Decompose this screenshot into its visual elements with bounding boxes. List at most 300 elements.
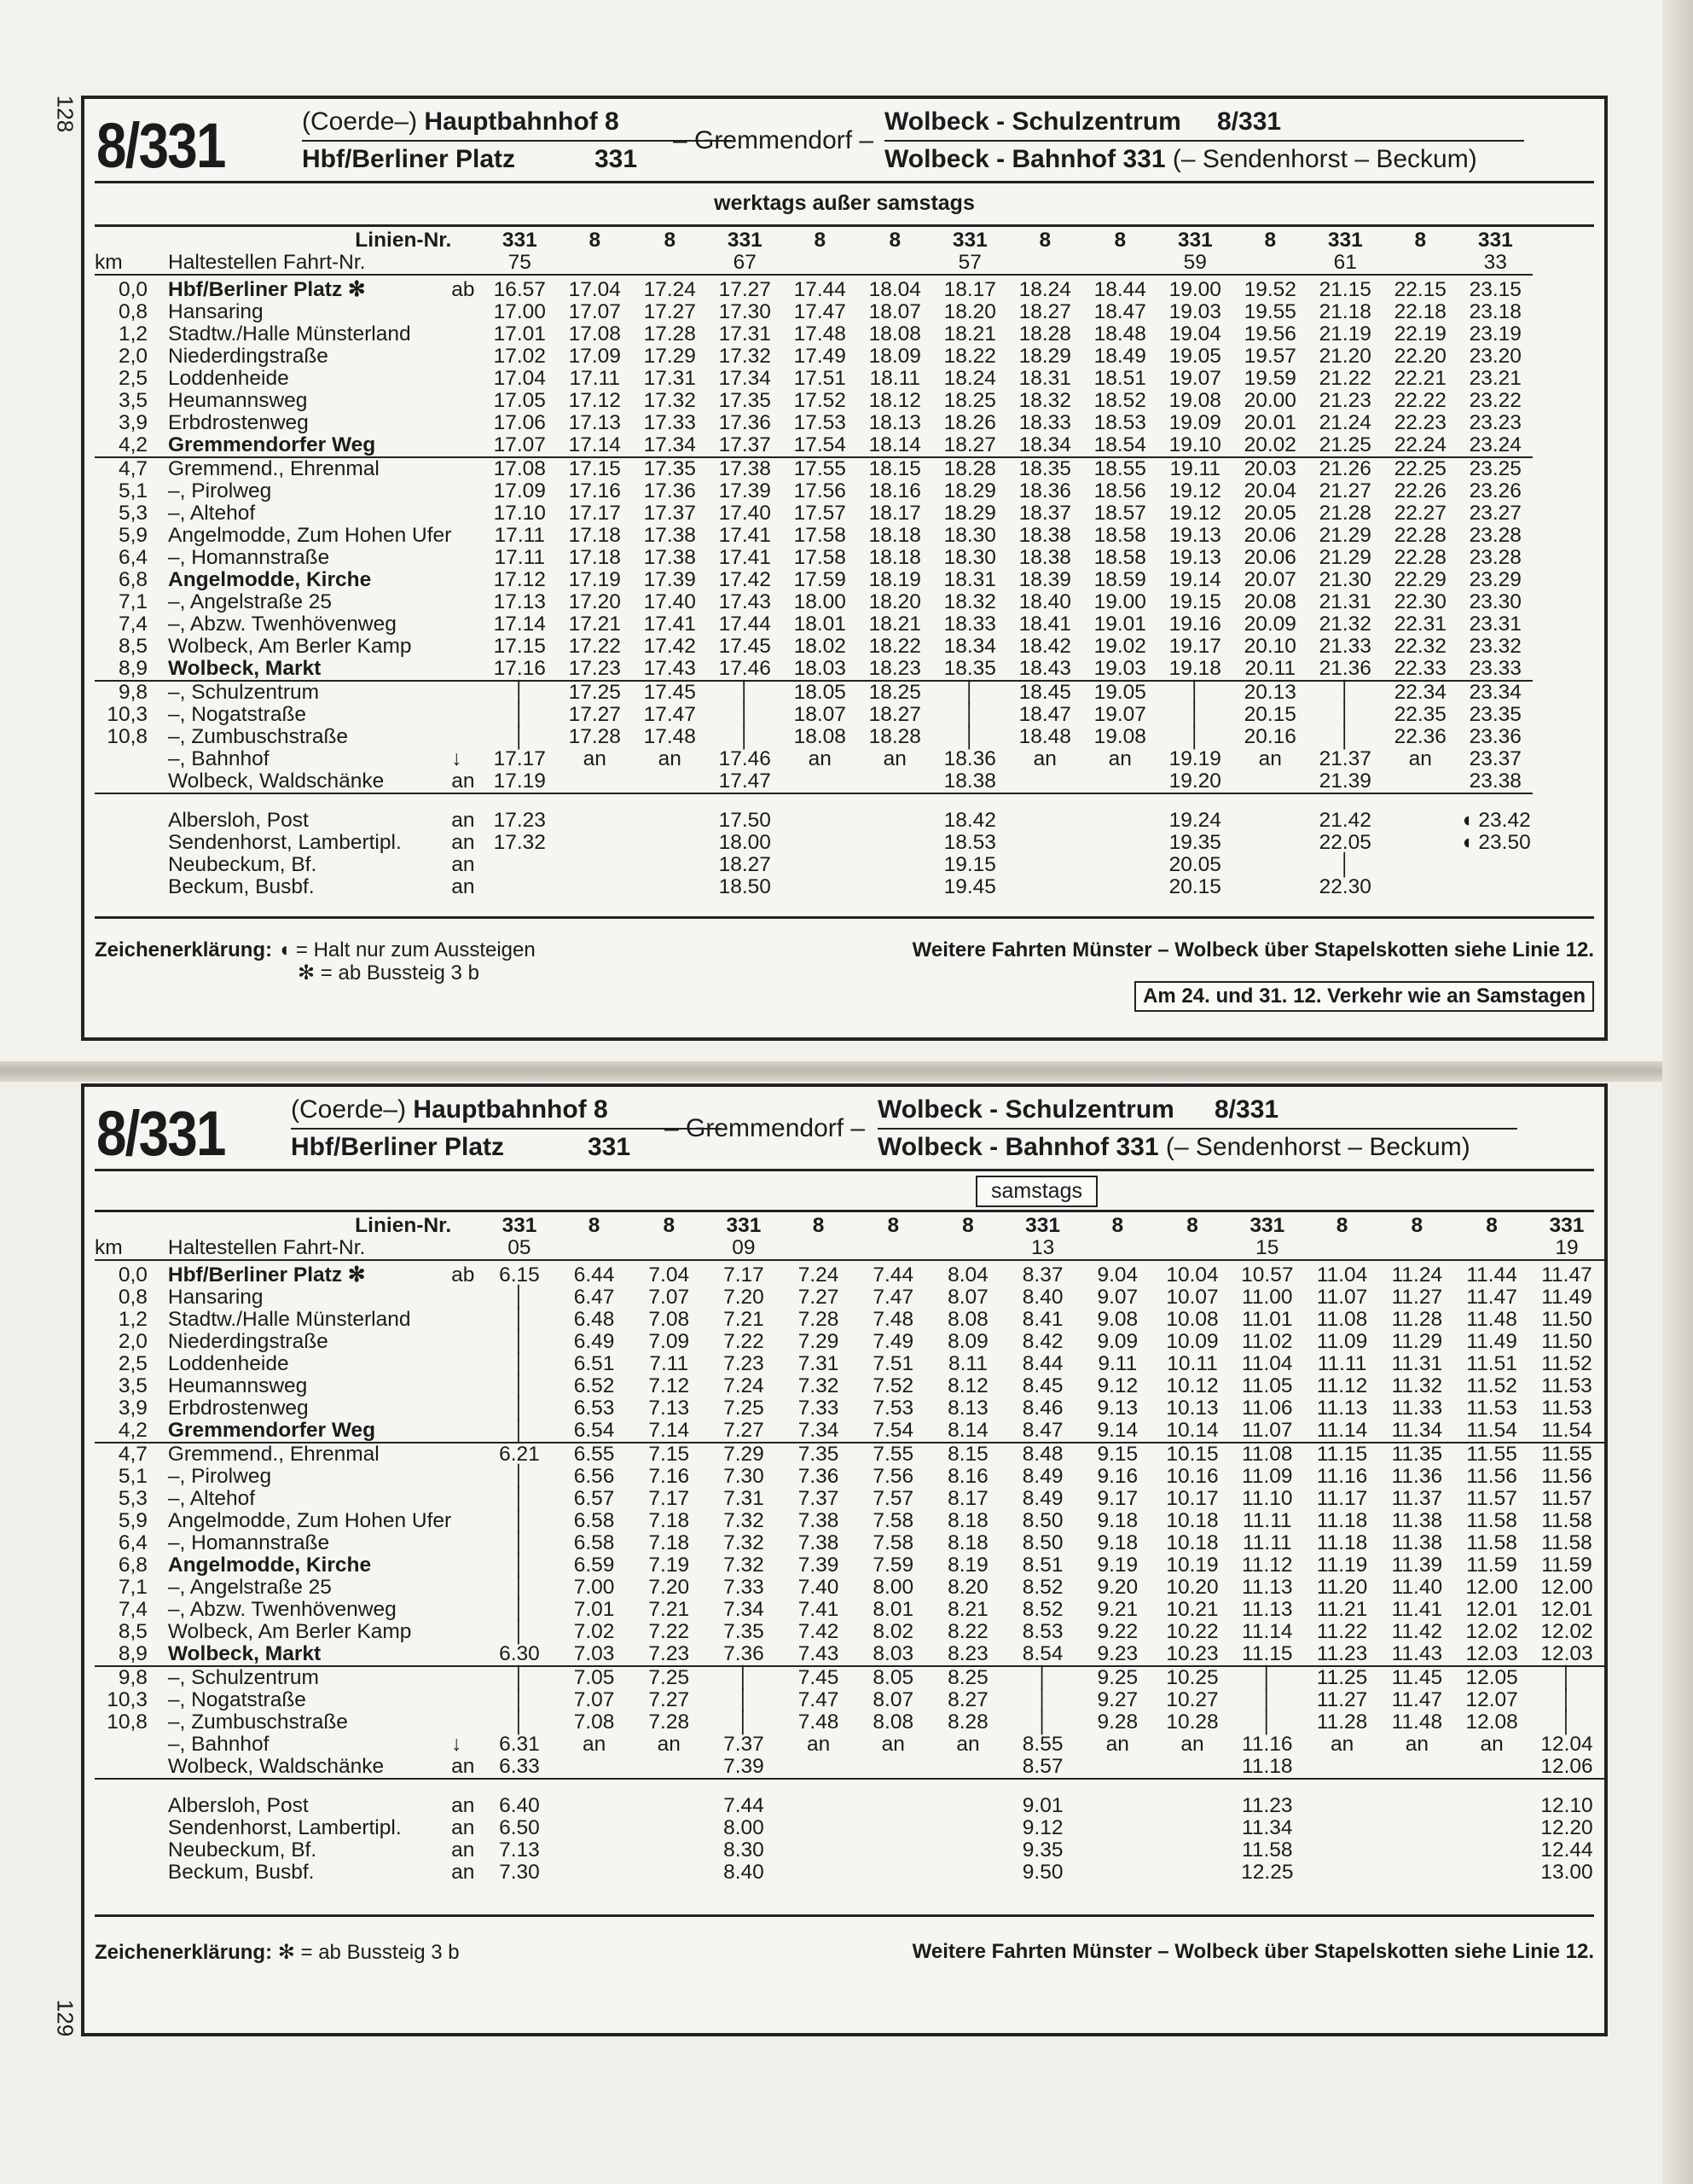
time-cell: 17.02 xyxy=(493,345,546,368)
stop-name: Angelmodde, Kirche xyxy=(167,1554,372,1577)
time-cell: 7.32 xyxy=(723,1531,764,1554)
time-cell xyxy=(1458,854,1533,876)
time-cell: 19.08 xyxy=(1168,389,1221,412)
time-cell: an xyxy=(1408,747,1432,770)
time-cell: 18.39 xyxy=(1018,568,1071,591)
time-cell: 11.52 xyxy=(1466,1374,1517,1397)
line-number-cell: 331 xyxy=(1177,229,1213,252)
time-cell: 19.55 xyxy=(1244,300,1296,323)
trip-number-cell: 59 xyxy=(1183,251,1207,274)
time-cell: 18.18 xyxy=(868,546,921,569)
time-cell: │ xyxy=(513,1688,526,1711)
time-cell: 19.57 xyxy=(1244,345,1296,368)
arr-dep-flag xyxy=(451,704,482,726)
arr-dep-flag: an xyxy=(451,809,475,832)
time-cell: 17.28 xyxy=(568,725,621,748)
time-cell: 17.36 xyxy=(718,411,771,434)
time-cell: 8.51 xyxy=(1022,1554,1064,1577)
time-cell: 6.48 xyxy=(573,1308,615,1331)
km-cell: 10,8 xyxy=(107,725,148,748)
time-cell: 10.20 xyxy=(1166,1576,1219,1599)
stop-name: –, Zumbuschstraße xyxy=(168,725,349,748)
arr-dep-flag xyxy=(451,480,482,502)
time-cell xyxy=(781,1839,856,1862)
timetable-row xyxy=(95,1510,1604,1532)
time-cell: 23.29 xyxy=(1469,568,1522,591)
arr-dep-flag: an xyxy=(451,1861,475,1884)
time-cell: 11.16 xyxy=(1316,1465,1368,1488)
time-cell: 7.09 xyxy=(648,1330,690,1353)
time-cell: 21.32 xyxy=(1319,613,1371,636)
time-cell: 19.11 xyxy=(1169,457,1221,480)
time-cell: 21.15 xyxy=(1319,278,1371,301)
time-cell: 18.12 xyxy=(868,389,921,412)
time-cell: an xyxy=(1180,1733,1204,1756)
time-cell: 17.18 xyxy=(568,524,621,547)
time-cell xyxy=(1383,810,1458,832)
timetable-row xyxy=(95,279,1533,301)
line-number-cell: 8 xyxy=(1186,1214,1198,1237)
time-cell xyxy=(482,876,557,898)
time-cell: 9.17 xyxy=(1097,1487,1139,1510)
time-cell: 18.28 xyxy=(868,725,921,748)
time-cell: │ xyxy=(513,1576,526,1599)
time-cell: 17.33 xyxy=(643,411,696,434)
time-cell: 21.29 xyxy=(1319,546,1371,569)
timetable-row xyxy=(95,525,1533,547)
time-cell: 12.01 xyxy=(1465,1598,1518,1621)
time-cell: 11.13 xyxy=(1242,1576,1293,1599)
time-cell: 7.22 xyxy=(648,1620,690,1643)
stop-name: –, Zumbuschstraße xyxy=(167,1711,348,1734)
hdr-linien: Linien-Nr. xyxy=(355,1214,452,1237)
line-number-cell: 331 xyxy=(1249,1214,1285,1237)
time-cell: 17.30 xyxy=(718,300,771,323)
timetable-row xyxy=(95,1817,1604,1839)
time-cell: 11.50 xyxy=(1541,1330,1592,1353)
time-cell: 23.24 xyxy=(1469,433,1522,456)
time-cell: 22.30 xyxy=(1394,590,1447,613)
time-cell: 8.54 xyxy=(1022,1642,1064,1665)
time-cell: 7.14 xyxy=(648,1419,690,1442)
km-cell xyxy=(95,832,159,854)
time-cell: 17.48 xyxy=(793,322,846,346)
time-cell: 21.42 xyxy=(1319,809,1371,832)
time-cell: 18.57 xyxy=(1093,502,1146,525)
km-cell: 10,3 xyxy=(107,1688,148,1711)
time-cell: 11.34 xyxy=(1242,1816,1293,1839)
time-cell: │ xyxy=(1035,1711,1050,1734)
time-cell: │ xyxy=(1188,681,1202,704)
time-cell: │ xyxy=(1560,1688,1574,1711)
time-cell: 7.28 xyxy=(648,1711,690,1734)
arr-dep-flag xyxy=(451,1689,482,1711)
time-cell xyxy=(632,854,707,876)
time-cell: 21.22 xyxy=(1319,367,1371,390)
time-cell: 8.50 xyxy=(1022,1509,1064,1532)
time-cell: 7.00 xyxy=(573,1576,615,1599)
time-cell: 8.27 xyxy=(948,1688,989,1711)
time-cell: 18.08 xyxy=(793,725,846,748)
destination-line-1-number: 8/331 xyxy=(1215,1095,1279,1124)
time-cell: 7.01 xyxy=(573,1598,615,1621)
time-cell: │ xyxy=(1035,1688,1050,1711)
time-cell: 11.20 xyxy=(1316,1576,1368,1599)
time-cell: 6.56 xyxy=(573,1465,615,1488)
time-cell: 10.04 xyxy=(1166,1263,1219,1287)
time-cell xyxy=(855,1756,931,1779)
time-cell: 18.13 xyxy=(868,411,921,434)
time-cell: │ xyxy=(963,725,977,748)
stop-name: Beckum, Busbf. xyxy=(167,1861,315,1884)
line-number-cell: 331 xyxy=(1327,229,1363,252)
timetable-row xyxy=(95,613,1533,636)
time-cell: 9.12 xyxy=(1097,1374,1139,1397)
arr-dep-flag xyxy=(451,1554,482,1577)
time-cell: 11.54 xyxy=(1541,1419,1592,1442)
time-cell: │ xyxy=(513,1397,526,1420)
time-cell: │ xyxy=(513,1330,526,1353)
timetable-row xyxy=(95,1466,1604,1488)
time-cell: 7.07 xyxy=(648,1286,690,1309)
time-cell: an xyxy=(1330,1733,1354,1756)
time-cell: 11.47 xyxy=(1466,1286,1517,1309)
time-cell: 11.28 xyxy=(1391,1308,1443,1331)
time-cell: │ xyxy=(513,1465,526,1488)
time-cell: 11.07 xyxy=(1316,1286,1368,1309)
time-cell: 18.51 xyxy=(1093,367,1146,390)
time-cell: 7.17 xyxy=(723,1263,764,1287)
timetable-row xyxy=(95,368,1533,390)
time-cell: 18.45 xyxy=(1018,681,1071,704)
time-cell: 21.29 xyxy=(1319,524,1371,547)
time-cell: 8.14 xyxy=(948,1419,989,1442)
trip-number-cell xyxy=(1305,1237,1380,1260)
stop-name: –, Abzw. Twenhövenweg xyxy=(168,613,397,636)
time-cell: 17.19 xyxy=(568,568,621,591)
km-cell: 2,0 xyxy=(118,1330,148,1353)
time-cell: 17.54 xyxy=(793,433,846,456)
line-number-cell: 331 xyxy=(952,229,988,252)
time-cell: 21.31 xyxy=(1319,590,1371,613)
time-cell: 12.44 xyxy=(1540,1838,1593,1862)
time-cell: 18.01 xyxy=(793,613,846,636)
time-cell xyxy=(632,876,707,898)
time-cell: 20.10 xyxy=(1244,635,1296,658)
time-cell: 18.11 xyxy=(869,367,921,390)
time-cell: 18.40 xyxy=(1018,590,1071,613)
time-cell: 22.32 xyxy=(1394,635,1447,658)
time-cell: 8.01 xyxy=(873,1598,914,1621)
time-cell: 11.12 xyxy=(1316,1374,1368,1397)
stop-name: –, Bahnhof xyxy=(167,1733,270,1756)
time-cell: 7.53 xyxy=(873,1397,914,1420)
time-cell: 22.15 xyxy=(1394,278,1447,301)
time-cell: 7.27 xyxy=(723,1419,764,1442)
time-cell: 8.05 xyxy=(873,1666,914,1689)
time-cell: 7.12 xyxy=(648,1374,690,1397)
time-cell xyxy=(1305,1795,1380,1817)
stop-name: Hbf/Berliner Platz ✻ xyxy=(167,1263,366,1287)
time-cell: 17.25 xyxy=(568,681,621,704)
timetable-row xyxy=(95,458,1533,480)
km-cell: 8,9 xyxy=(118,657,148,680)
arr-dep-flag xyxy=(451,301,482,323)
timetable-row xyxy=(95,682,1533,704)
time-cell xyxy=(1082,770,1157,793)
time-cell: 11.00 xyxy=(1242,1286,1293,1309)
time-cell xyxy=(857,832,932,854)
time-cell: 21.24 xyxy=(1319,411,1371,434)
time-cell: 11.40 xyxy=(1391,1576,1443,1599)
stop-name: Hansaring xyxy=(167,1286,264,1309)
time-cell: 19.03 xyxy=(1168,300,1221,323)
time-cell: 17.09 xyxy=(568,345,621,368)
time-cell: 18.05 xyxy=(793,681,846,704)
time-cell xyxy=(857,876,932,898)
time-cell: │ xyxy=(737,1666,751,1689)
time-cell: 11.34 xyxy=(1391,1419,1443,1442)
arr-dep-flag xyxy=(451,1309,482,1331)
time-cell: 22.24 xyxy=(1394,433,1447,456)
line-number-cell: 331 xyxy=(1025,1214,1061,1237)
time-cell xyxy=(557,832,632,854)
time-cell: 10.57 xyxy=(1241,1263,1294,1287)
time-cell: 10.19 xyxy=(1166,1554,1219,1577)
time-cell: │ xyxy=(1188,703,1202,726)
timetable-row xyxy=(95,1554,1604,1577)
time-cell: 11.49 xyxy=(1541,1286,1592,1309)
time-cell: 9.08 xyxy=(1097,1308,1139,1331)
time-cell xyxy=(632,832,707,854)
time-cell xyxy=(1155,1839,1230,1862)
time-cell: 7.21 xyxy=(723,1308,764,1331)
time-cell: 11.27 xyxy=(1316,1688,1368,1711)
stop-name: –, Schulzentrum xyxy=(168,681,320,704)
time-cell: 7.18 xyxy=(648,1531,690,1554)
time-cell: 11.53 xyxy=(1541,1374,1592,1397)
time-cell xyxy=(1007,832,1082,854)
time-cell: 7.35 xyxy=(797,1443,839,1466)
time-cell: │ xyxy=(513,1711,526,1734)
time-cell: 6.40 xyxy=(499,1794,540,1817)
time-cell: 8.53 xyxy=(1022,1620,1064,1643)
time-cell: 11.36 xyxy=(1391,1465,1443,1488)
time-cell: 8.00 xyxy=(723,1816,764,1839)
hdr-blank xyxy=(451,252,482,275)
time-cell: 17.17 xyxy=(493,747,546,770)
hdr-blank xyxy=(95,1215,159,1237)
time-cell: │ xyxy=(513,1419,526,1442)
time-cell: 11.28 xyxy=(1316,1711,1368,1734)
arr-dep-flag xyxy=(451,726,482,748)
time-cell: 17.20 xyxy=(568,590,621,613)
stop-name: Niederdingstraße xyxy=(168,345,328,368)
stop-name: –, Homannstraße xyxy=(167,1531,330,1554)
time-cell xyxy=(782,854,857,876)
time-cell: 17.11 xyxy=(494,546,546,569)
time-cell: 23.22 xyxy=(1469,389,1522,412)
time-cell: 18.41 xyxy=(1018,613,1071,636)
time-cell: 6.54 xyxy=(573,1419,615,1442)
legend: Zeichenerklärung: ✻ = ab Bussteig 3 b xyxy=(95,1941,460,1964)
time-cell: │ xyxy=(513,703,526,726)
stop-name: Gremmendorfer Weg xyxy=(167,1419,376,1442)
stop-name: Stadtw./Halle Münsterland xyxy=(168,322,411,346)
time-cell: 21.33 xyxy=(1319,635,1371,658)
time-cell: 22.26 xyxy=(1394,479,1447,502)
destination-line-1-number: 8/331 xyxy=(1217,107,1282,136)
time-cell: 7.15 xyxy=(648,1443,690,1466)
time-cell: 11.48 xyxy=(1466,1308,1517,1331)
via: – Gremmendorf – xyxy=(673,126,874,154)
time-cell: 23.33 xyxy=(1469,657,1522,680)
time-cell: 23.31 xyxy=(1469,613,1522,636)
time-cell: 17.42 xyxy=(643,635,696,658)
time-cell: 7.21 xyxy=(648,1598,690,1621)
time-cell: 11.04 xyxy=(1316,1263,1368,1287)
time-cell: 12.02 xyxy=(1540,1620,1593,1643)
stop-name: Wolbeck, Markt xyxy=(168,657,322,680)
time-cell: 9.21 xyxy=(1097,1598,1139,1621)
timetable-row xyxy=(95,1264,1604,1287)
time-cell: 7.48 xyxy=(797,1711,839,1734)
trip-numbers-row xyxy=(95,252,1533,275)
km-cell: 3,9 xyxy=(118,1397,148,1420)
time-cell: 7.20 xyxy=(648,1576,690,1599)
time-cell xyxy=(1080,1862,1155,1884)
time-cell: 17.31 xyxy=(718,322,771,346)
timetable-row xyxy=(95,1443,1604,1466)
time-cell: 17.23 xyxy=(568,657,621,680)
time-cell xyxy=(557,1817,632,1839)
time-cell: 23.18 xyxy=(1469,300,1522,323)
time-cell: 23.32 xyxy=(1469,635,1522,658)
trip-number-cell xyxy=(1379,1237,1454,1260)
time-cell: 10.21 xyxy=(1166,1598,1219,1621)
trip-number-cell xyxy=(631,1237,706,1260)
time-cell: 22.35 xyxy=(1394,703,1447,726)
time-cell: 7.44 xyxy=(723,1794,764,1817)
time-cell: 7.49 xyxy=(873,1330,914,1353)
time-cell: 17.46 xyxy=(718,657,771,680)
time-cell: 7.38 xyxy=(797,1531,839,1554)
time-cell: 7.08 xyxy=(648,1308,690,1331)
time-cell: 17.39 xyxy=(643,568,696,591)
time-cell xyxy=(1379,1756,1454,1779)
time-cell: 8.57 xyxy=(1022,1755,1064,1778)
time-cell: 17.58 xyxy=(793,524,846,547)
stop-name: –, Schulzentrum xyxy=(167,1666,319,1689)
time-cell: 10.17 xyxy=(1166,1487,1219,1510)
line-number-cell: 8 xyxy=(1114,229,1127,252)
asterisk-icon: ✻ xyxy=(298,961,316,985)
km-cell: 7,4 xyxy=(118,1598,148,1621)
time-cell: │ xyxy=(1188,725,1202,748)
time-cell: 20.15 xyxy=(1168,875,1221,898)
time-cell: 22.21 xyxy=(1394,367,1447,390)
stop-name: Wolbeck, Am Berler Kamp xyxy=(168,635,412,658)
line-number-cell: 8 xyxy=(1336,1214,1348,1237)
time-cell: 18.38 xyxy=(1018,524,1071,547)
time-cell: 18.17 xyxy=(943,278,996,301)
time-cell: 20.05 xyxy=(1168,853,1221,876)
origin-line-1: (Coerde–) Hauptbahnhof 8 xyxy=(302,107,619,136)
asterisk-icon: ✻ xyxy=(277,1941,295,1964)
time-cell: 7.29 xyxy=(797,1330,839,1353)
km-cell xyxy=(95,748,159,770)
trip-number-cell: 61 xyxy=(1333,251,1357,274)
hdr-linien: Linien-Nr. xyxy=(355,229,452,252)
trip-number-cell xyxy=(855,1237,931,1260)
trip-number-cell: 05 xyxy=(507,1236,531,1259)
time-cell: 7.38 xyxy=(797,1509,839,1532)
time-cell: 22.29 xyxy=(1394,568,1447,591)
arr-dep-flag xyxy=(451,1667,482,1689)
time-cell: 7.45 xyxy=(797,1666,839,1689)
time-cell xyxy=(1007,770,1082,793)
time-cell xyxy=(931,1839,1006,1862)
time-cell: 11.23 xyxy=(1242,1794,1293,1817)
line-number-cell: 331 xyxy=(726,1214,762,1237)
time-cell: 18.24 xyxy=(943,367,996,390)
time-cell xyxy=(631,1862,706,1884)
time-cell xyxy=(557,1756,632,1779)
time-cell xyxy=(1454,1817,1529,1839)
time-cell: 11.59 xyxy=(1541,1554,1592,1577)
stop-name: Beckum, Busbf. xyxy=(168,875,315,898)
hdr-blank xyxy=(451,1215,482,1237)
time-cell: 11.42 xyxy=(1391,1620,1443,1643)
time-cell: 7.27 xyxy=(797,1286,839,1309)
time-cell: 12.00 xyxy=(1465,1576,1518,1599)
time-cell: │ xyxy=(513,1666,526,1689)
time-cell: 17.55 xyxy=(793,457,846,480)
time-cell: 22.20 xyxy=(1394,345,1447,368)
time-cell: 18.31 xyxy=(1018,367,1071,390)
time-cell: 18.53 xyxy=(1093,411,1146,434)
time-cell: 18.19 xyxy=(868,568,921,591)
alight-only-icon: ◖ xyxy=(277,938,291,961)
time-cell: 11.19 xyxy=(1316,1554,1368,1577)
km-cell: 5,1 xyxy=(118,1465,148,1488)
time-cell: 21.27 xyxy=(1319,479,1371,502)
time-cell: 23.30 xyxy=(1469,590,1522,613)
line-numbers-row xyxy=(95,1215,1604,1237)
arr-dep-flag xyxy=(451,613,482,636)
time-cell: 17.38 xyxy=(643,546,696,569)
arr-dep-flag xyxy=(451,346,482,368)
time-cell: 11.55 xyxy=(1466,1443,1517,1466)
time-cell: 20.00 xyxy=(1244,389,1296,412)
time-cell: 11.31 xyxy=(1391,1352,1443,1375)
timetable-row xyxy=(95,346,1533,368)
trip-number-cell: 19 xyxy=(1555,1236,1579,1259)
origin-line-1: (Coerde–) Hauptbahnhof 8 xyxy=(291,1095,608,1124)
time-cell: 17.32 xyxy=(493,831,546,854)
stop-name: –, Altehof xyxy=(168,502,256,525)
time-cell: 9.27 xyxy=(1097,1688,1139,1711)
time-cell: an xyxy=(806,1733,831,1756)
arr-dep-flag xyxy=(451,525,482,547)
time-cell: 11.29 xyxy=(1391,1330,1443,1353)
time-cell xyxy=(931,1795,1006,1817)
trip-number-cell xyxy=(781,1237,856,1260)
time-cell xyxy=(1454,1756,1529,1779)
legend-2: ✻ = ab Bussteig 3 b xyxy=(298,961,479,985)
time-cell: │ xyxy=(513,1374,526,1397)
line-number-cell: 8 xyxy=(889,229,902,252)
